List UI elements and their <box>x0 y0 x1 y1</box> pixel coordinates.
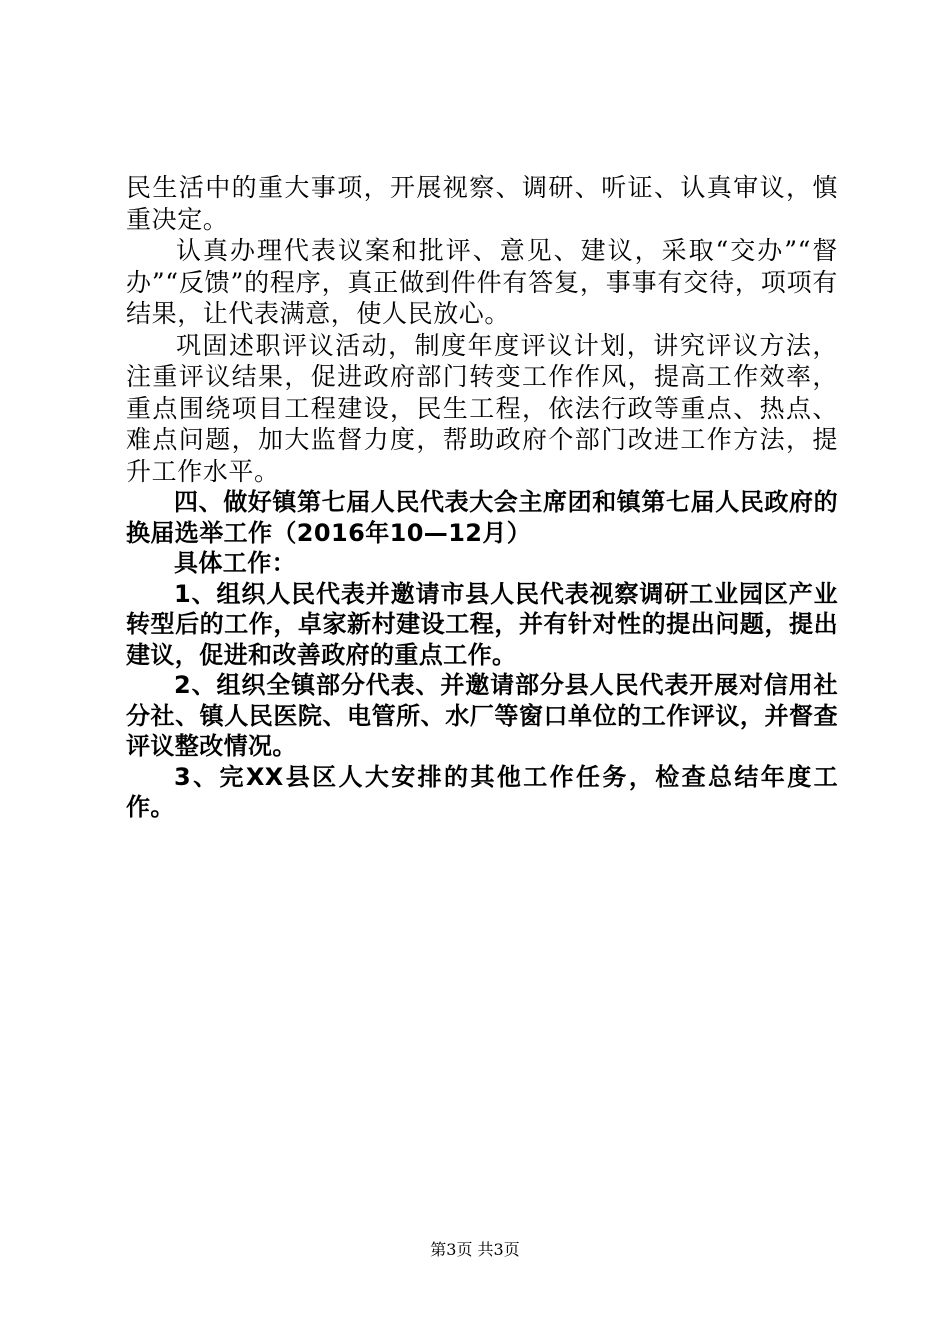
section-heading-four: 四、做好镇第七届人民代表大会主席团和镇第七届人民政府的换届选举工作（2016年10—12月） <box>126 488 838 547</box>
list-item-1: 1、组织人民代表并邀请市县人民代表视察调研工业园区产业转型后的工作，卓家新村建设工程，并有针对性的提出问题，提出建议，促进和改善政府的重点工作。 <box>126 579 838 669</box>
paragraph-evaluation: 巩固述职评议活动，制度年度评议计划，讲究评议方法，注重评议结果，促进政府部门转变工作作风，提高工作效率，重点围绕项目工程建设，民生工程，依法行政等重点、热点、难点问题，加大监督力度，帮助政府个部门改进工作方法，提升工作水平。 <box>126 330 838 486</box>
document-body <box>126 172 838 823</box>
paragraph-specific-work: 具体工作： <box>174 549 296 577</box>
paragraph-proposals: 认真办理代表议案和批评、意见、建议，采取“交办”“督办”“反馈”的程序，真正做到件件有答复，事事有交待，项项有结果，让代表满意，使人民放心。 <box>126 236 838 328</box>
list-item-3: 3、完XX县区人大安排的其他工作任务，检查总结年度工作。 <box>126 762 838 821</box>
page-footer: 第3页 共3页 <box>430 1240 520 1259</box>
paragraph-continuation: 民生活中的重大事项，开展视察、调研、听证、认真审议，慎重决定。 <box>126 173 838 234</box>
list-item-2: 2、组织全镇部分代表、并邀请部分县人民代表开展对信用社分社、镇人民医院、电管所、水厂等窗口单位的工作评议，并督查评议整改情况。 <box>126 671 838 760</box>
